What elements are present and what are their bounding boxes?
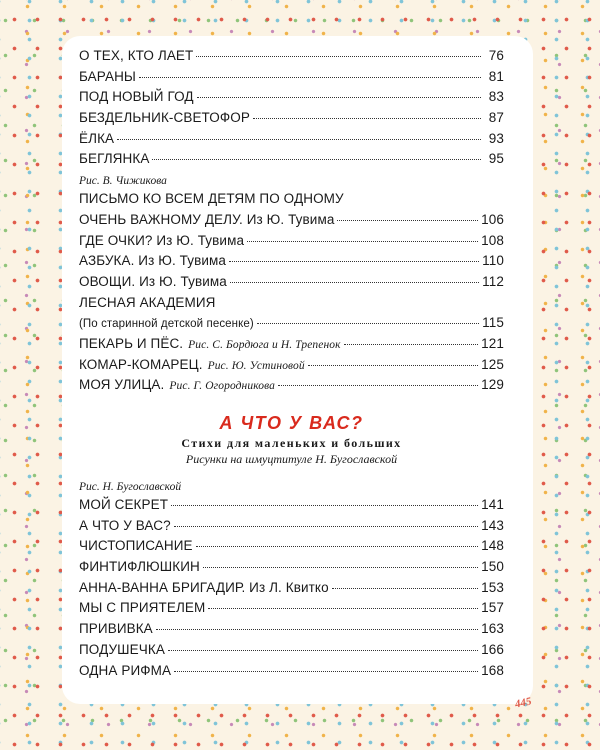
- page-number: 87: [488, 110, 504, 126]
- page-number: 141: [481, 497, 504, 512]
- toc-entry[interactable]: БЕГЛЯНКА 95: [79, 151, 504, 167]
- page-folio: 445: [513, 695, 533, 711]
- illustrator-caption: Рис. В. Чижикова: [79, 175, 167, 188]
- page-number: 108: [481, 232, 504, 248]
- toc-entry[interactable]: ОДНА РИФМА 168: [79, 662, 504, 678]
- page-number: 81: [488, 68, 504, 84]
- toc-entry[interactable]: (По старинной детской песенке) 115: [79, 315, 504, 331]
- leader-dots: [197, 97, 481, 98]
- page-number: 121: [481, 335, 504, 351]
- leader-dots: [156, 629, 478, 630]
- toc-entry[interactable]: ПОДУШЕЧКА 166: [79, 641, 504, 657]
- page-number: 153: [481, 579, 504, 595]
- leader-dots: [139, 77, 481, 78]
- section-subtitle: Стихи для маленьких и больших: [181, 436, 402, 450]
- leader-dots: [257, 323, 479, 324]
- leader-dots: [174, 526, 478, 527]
- toc-entry[interactable]: АЗБУКА. Из Ю. Тувима 110: [79, 253, 504, 269]
- toc-entry[interactable]: ЧИСТОПИСАНИЕ 148: [79, 538, 504, 554]
- page-number: 93: [488, 130, 504, 146]
- illustrator-caption: Рис. Н. Бугославской: [79, 481, 182, 493]
- toc-entry[interactable]: ПЕКАРЬ И ПЁС. Рис. С. Бордюга и Н. Трепенок 121: [79, 335, 504, 351]
- page-number: 106: [481, 211, 504, 227]
- leader-dots: [117, 139, 481, 140]
- page-number: 168: [481, 662, 504, 678]
- section-note: Рисунки на шмуцтитуле Н. Бугославской: [185, 452, 398, 466]
- page-number: 150: [481, 559, 504, 575]
- toc-entry[interactable]: АННА-ВАННА БРИГАДИР. Из Л. Квитко 153: [79, 579, 504, 595]
- table-of-contents: [79, 48, 504, 683]
- toc-entry[interactable]: ЁЛКА 93: [79, 130, 504, 146]
- page-number: 129: [481, 377, 504, 393]
- leader-dots: [152, 159, 481, 160]
- leader-dots: [174, 671, 478, 672]
- page-number: 163: [481, 621, 504, 637]
- toc-entry-title-line[interactable]: ЛЕСНАЯ АКАДЕМИЯ: [79, 294, 216, 310]
- leader-dots: [203, 567, 478, 568]
- toc-entry[interactable]: МЫ С ПРИЯТЕЛЕМ 157: [79, 600, 504, 616]
- toc-entry[interactable]: КОМАР-КОМАРЕЦ. Рис. Ю. Устиновой 125: [79, 356, 504, 372]
- leader-dots: [344, 344, 479, 345]
- leader-dots: [247, 241, 478, 242]
- toc-entry[interactable]: БЕЗДЕЛЬНИК-СВЕТОФОР 87: [79, 110, 504, 126]
- toc-entry[interactable]: БАРАНЫ 81: [79, 68, 504, 84]
- page-number: 148: [481, 538, 504, 554]
- leader-dots: [168, 650, 478, 651]
- section-heading: [79, 410, 504, 468]
- toc-entry[interactable]: МОЙ СЕКРЕТ 141: [79, 497, 504, 512]
- toc-entry[interactable]: ОЧЕНЬ ВАЖНОМУ ДЕЛУ. Из Ю. Тувима 106: [79, 211, 504, 227]
- leader-dots: [230, 282, 479, 283]
- page-number: 143: [481, 517, 504, 533]
- page-number: 157: [481, 600, 504, 616]
- entry-credit: Рис. Ю. Устиновой: [207, 359, 305, 372]
- toc-entry[interactable]: А ЧТО У ВАС? 143: [79, 517, 504, 533]
- leader-dots: [229, 261, 479, 262]
- page-number: 83: [488, 89, 504, 105]
- toc-entry[interactable]: ОВОЩИ. Из Ю. Тувима 112: [79, 273, 504, 289]
- toc-entry[interactable]: ГДЕ ОЧКИ? Из Ю. Тувима 108: [79, 232, 504, 248]
- leader-dots: [196, 546, 479, 547]
- entry-credit: Рис. С. Бордюга и Н. Трепенок: [188, 338, 341, 351]
- leader-dots: [196, 56, 481, 57]
- page-number: 166: [481, 641, 504, 657]
- toc-entry[interactable]: О ТЕХ, КТО ЛАЕТ 76: [79, 48, 504, 63]
- page-number: 76: [488, 48, 504, 63]
- leader-dots: [337, 220, 478, 221]
- toc-entry-title-line[interactable]: ПИСЬМО КО ВСЕМ ДЕТЯМ ПО ОДНОМУ: [79, 191, 344, 207]
- toc-entry[interactable]: ФИНТИФЛЮШКИН 150: [79, 559, 504, 575]
- page-number: 125: [481, 356, 504, 372]
- toc-entry[interactable]: МОЯ УЛИЦА. Рис. Г. Огородникова 129: [79, 377, 504, 393]
- leader-dots: [208, 608, 478, 609]
- leader-dots: [171, 505, 478, 506]
- page-number: 110: [482, 253, 504, 269]
- toc-group-b: [79, 191, 504, 398]
- toc-group-a: [79, 48, 504, 172]
- section-title[interactable]: А ЧТО У ВАС?: [219, 413, 364, 433]
- page-number: 112: [482, 273, 504, 289]
- toc-entry[interactable]: ПОД НОВЫЙ ГОД 83: [79, 89, 504, 105]
- toc-group-c: [79, 497, 504, 683]
- entry-credit: Рис. Г. Огородникова: [169, 380, 275, 393]
- leader-dots: [278, 385, 478, 386]
- toc-entry[interactable]: ПРИВИВКА 163: [79, 621, 504, 637]
- page-number: 95: [488, 151, 504, 167]
- page-number: 115: [482, 315, 504, 331]
- leader-dots: [332, 588, 478, 589]
- leader-dots: [308, 365, 478, 366]
- leader-dots: [253, 118, 481, 119]
